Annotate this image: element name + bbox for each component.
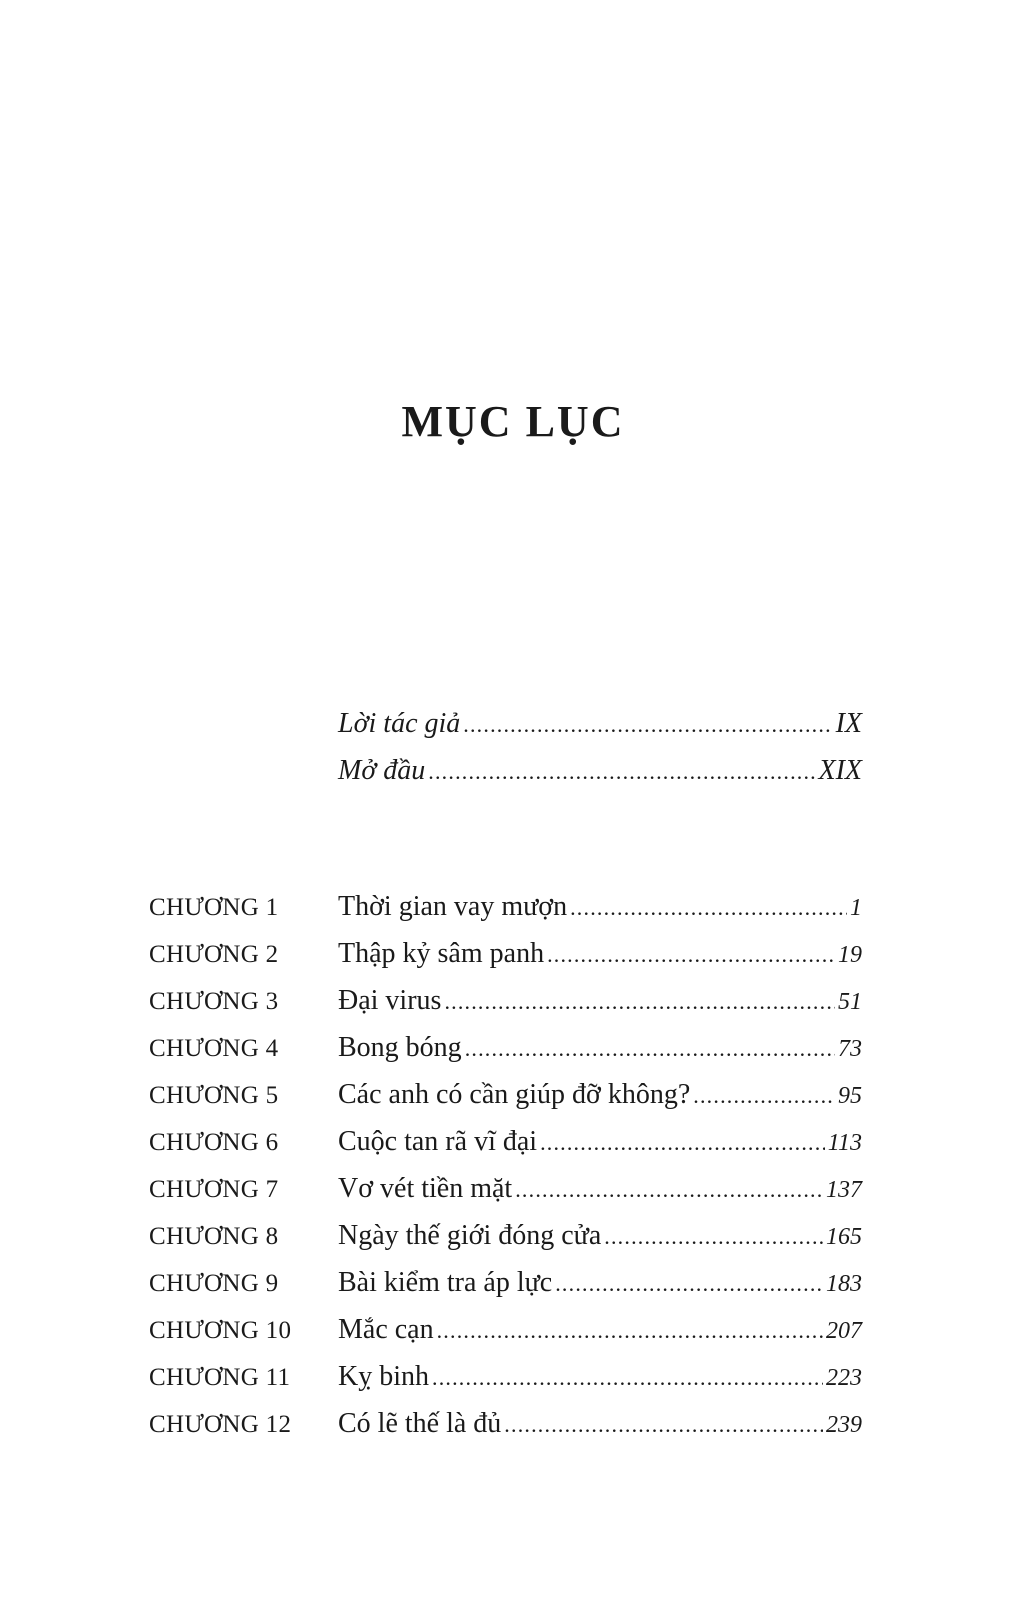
toc-entry-chapter-12[interactable] bbox=[149, 1400, 862, 1447]
page-title: MỤC LỤC bbox=[401, 397, 625, 446]
toc-page-number: 165 bbox=[826, 1224, 862, 1250]
dot-leader bbox=[504, 1401, 823, 1448]
toc-page-number: IX bbox=[835, 708, 862, 739]
toc-page-number: 95 bbox=[838, 1083, 862, 1109]
toc-page-number: 73 bbox=[838, 1036, 862, 1062]
toc-page-number: 1 bbox=[850, 895, 862, 921]
chapter-label: CHƯƠNG 4 bbox=[149, 1035, 279, 1062]
dot-leader bbox=[604, 1213, 823, 1260]
toc-entry-chapter-8[interactable] bbox=[149, 1212, 862, 1259]
chapter-label: CHƯƠNG 8 bbox=[149, 1223, 279, 1250]
toc-entry-chapter-1[interactable] bbox=[149, 883, 862, 930]
dot-leader bbox=[540, 1119, 825, 1166]
dot-leader bbox=[432, 1354, 823, 1401]
toc-entry-body bbox=[338, 1165, 862, 1214]
chapter-label: CHƯƠNG 11 bbox=[149, 1364, 291, 1391]
toc-entry-title: Bài kiểm tra áp lực bbox=[338, 1267, 553, 1298]
dot-leader bbox=[570, 884, 847, 931]
toc-entry-chapter-6[interactable] bbox=[149, 1118, 862, 1165]
dot-leader bbox=[693, 1072, 835, 1119]
toc-entry-body bbox=[338, 1400, 862, 1449]
toc-entry-chapter-4[interactable] bbox=[149, 1024, 862, 1071]
toc-entry-chapter-11[interactable] bbox=[149, 1353, 862, 1400]
toc-page-number: 207 bbox=[826, 1318, 862, 1344]
toc-entry-title: Có lẽ thế là đủ bbox=[338, 1408, 502, 1439]
toc-entry-chapter-2[interactable] bbox=[149, 930, 862, 977]
toc-entry-title: Đại virus bbox=[338, 985, 442, 1016]
dot-leader bbox=[547, 931, 835, 978]
chapter-label: CHƯƠNG 7 bbox=[149, 1176, 279, 1203]
toc-entry-chapter-5[interactable] bbox=[149, 1071, 862, 1118]
toc-entry-chapter-9[interactable] bbox=[149, 1259, 862, 1306]
dot-leader bbox=[428, 748, 815, 795]
toc-entry-title: Mắc cạn bbox=[338, 1314, 434, 1345]
toc-entry-title: Mở đầu bbox=[338, 755, 426, 786]
toc-entry-title: Các anh có cần giúp đỡ không? bbox=[338, 1079, 691, 1110]
toc-entry-body bbox=[338, 1306, 862, 1355]
dot-leader bbox=[515, 1166, 823, 1213]
toc-entry-title: Thập kỷ sâm panh bbox=[338, 938, 545, 969]
dot-leader bbox=[555, 1260, 823, 1307]
toc-page-number: 137 bbox=[826, 1177, 862, 1203]
toc-entry-chapter-7[interactable] bbox=[149, 1165, 862, 1212]
front-matter-list bbox=[338, 700, 862, 794]
chapter-label: CHƯƠNG 10 bbox=[149, 1317, 292, 1344]
toc-entry-prologue[interactable] bbox=[338, 747, 862, 794]
toc-entry-chapter-3[interactable] bbox=[149, 977, 862, 1024]
chapter-label: CHƯƠNG 5 bbox=[149, 1082, 279, 1109]
toc-entry-body bbox=[338, 1212, 862, 1261]
toc-entry-body bbox=[338, 1259, 862, 1308]
toc-entry-body bbox=[338, 1118, 862, 1167]
toc-entry-body bbox=[338, 747, 862, 795]
toc-page-number: 223 bbox=[826, 1365, 862, 1391]
toc-entry-chapter-10[interactable] bbox=[149, 1306, 862, 1353]
dot-leader bbox=[463, 701, 832, 748]
toc-page-number: 113 bbox=[827, 1130, 862, 1156]
toc-entry-body bbox=[338, 1353, 862, 1402]
toc-page-number: XIX bbox=[818, 755, 862, 786]
chapter-label: CHƯƠNG 1 bbox=[149, 894, 279, 921]
toc-entry-title: Bong bóng bbox=[338, 1032, 462, 1063]
chapter-list bbox=[149, 883, 862, 1447]
toc-entry-title: Vơ vét tiền mặt bbox=[338, 1173, 513, 1204]
dot-leader bbox=[444, 978, 835, 1025]
toc-page-number: 19 bbox=[838, 942, 862, 968]
toc-page-number: 239 bbox=[826, 1412, 862, 1438]
dot-leader bbox=[465, 1025, 835, 1072]
toc-entry-body bbox=[338, 930, 862, 979]
toc-page-number: 183 bbox=[826, 1271, 862, 1297]
chapter-label: CHƯƠNG 9 bbox=[149, 1270, 279, 1297]
toc-entry-author-note[interactable] bbox=[338, 700, 862, 747]
chapter-label: CHƯƠNG 3 bbox=[149, 988, 279, 1015]
chapter-label: CHƯƠNG 6 bbox=[149, 1129, 279, 1156]
toc-entry-title: Thời gian vay mượn bbox=[338, 891, 568, 922]
toc-entry-body bbox=[338, 700, 862, 748]
toc-entry-body bbox=[338, 977, 862, 1026]
toc-page-number: 51 bbox=[838, 989, 862, 1015]
chapter-label: CHƯƠNG 12 bbox=[149, 1411, 292, 1438]
toc-entry-title: Cuộc tan rã vĩ đại bbox=[338, 1126, 538, 1157]
toc-entry-title: Ngày thế giới đóng cửa bbox=[338, 1220, 602, 1251]
toc-entry-title: Lời tác giả bbox=[338, 708, 461, 739]
dot-leader bbox=[437, 1307, 823, 1354]
toc-entry-body bbox=[338, 1071, 862, 1120]
toc-entry-body bbox=[338, 883, 862, 932]
toc-entry-body bbox=[338, 1024, 862, 1073]
chapter-label: CHƯƠNG 2 bbox=[149, 941, 279, 968]
toc-entry-title: Kỵ binh bbox=[338, 1361, 429, 1392]
